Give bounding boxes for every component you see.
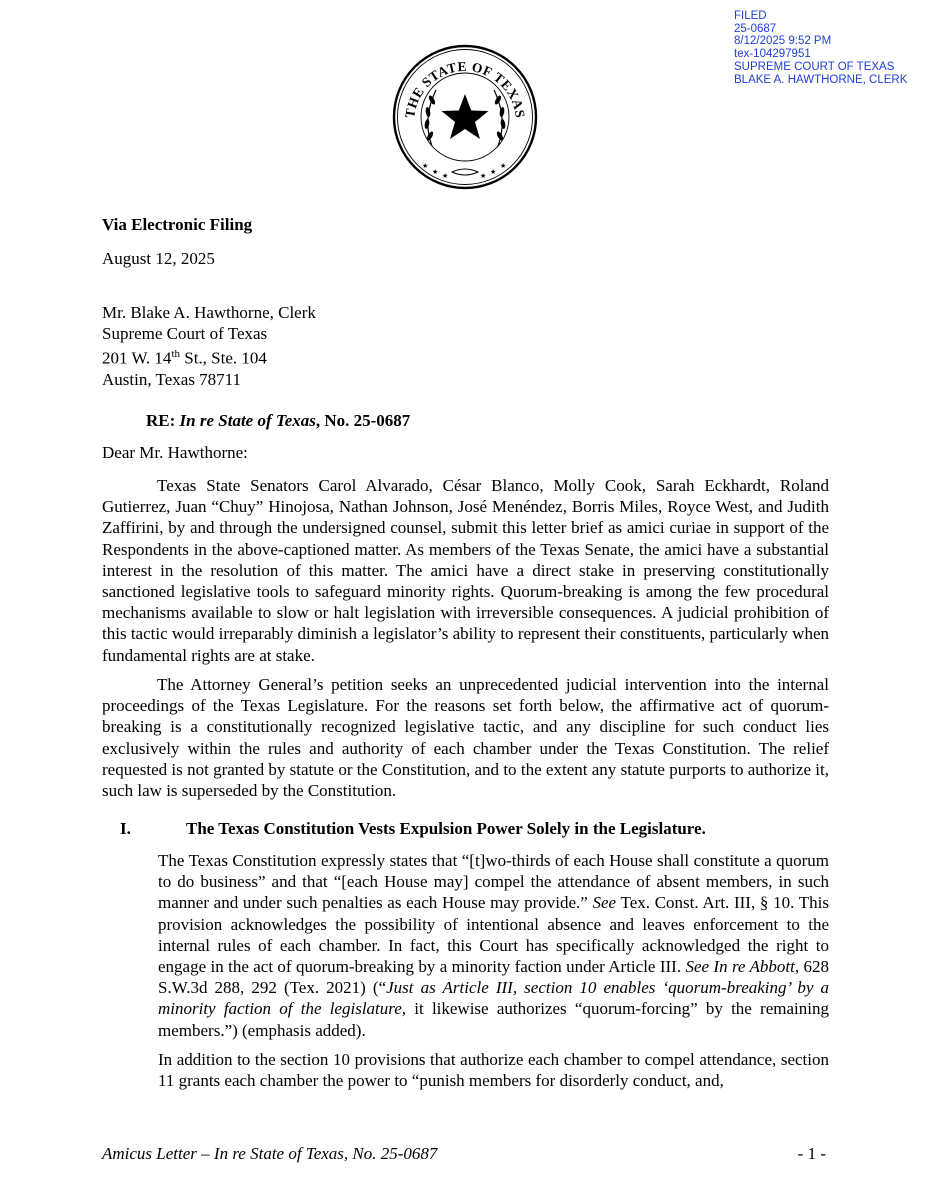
salutation: Dear Mr. Hawthorne: xyxy=(102,443,248,462)
svg-text:THE STATE OF TEXAS: THE STATE OF TEXAS xyxy=(402,58,528,120)
delivery-method: Via Electronic Filing xyxy=(102,215,253,234)
stamp-line: tex-104297951 xyxy=(734,48,811,61)
stamp-line: 8/12/2025 9:52 PM xyxy=(734,35,832,48)
stamp-line: FILED xyxy=(734,10,767,22)
address-line: 201 W. 14th St., Ste. 104 xyxy=(102,348,267,369)
paragraph-constitution: The Texas Constitution expressly states that “[t]wo-thirds of each House shall constitute a quorum to do business” and that “[each House may] compel the attendance of absent members, in such manner and under such penalties as each House may provide.” See Tex. Const. Art. III, § 10. This provision acknowledges the possibility of intentional absence and leaves enforcement to the internal rules of each chamber. In fact, this Court has specifically acknowledged the right to engage in the act of quorum-breaking by a minority faction under Article III. See In re Abbott, 628 S.W.3d 288, 292 (Tex. 2021) (“Just as Article III, section 10 enables ‘quorum-breaking’ by a minority faction of the legislature, it likewise authorizes “quorum-forcing” by the remaining members.”) (emphasis added). xyxy=(158,851,829,1040)
filed-stamp xyxy=(734,10,907,86)
footer-title: Amicus Letter – In re State of Texas, No. 25-0687 xyxy=(102,1144,438,1163)
stamp-line: 25-0687 xyxy=(734,22,777,35)
section-heading: The Texas Constitution Vests Expulsion Power Solely in the Legislature. xyxy=(186,819,706,838)
svg-text:★: ★ xyxy=(432,168,439,176)
svg-text:★: ★ xyxy=(490,168,497,176)
svg-text:★: ★ xyxy=(442,172,449,180)
page-number: - 1 - xyxy=(797,1144,826,1163)
address-line: Mr. Blake A. Hawthorne, Clerk xyxy=(102,303,316,322)
state-seal-icon xyxy=(392,44,538,190)
address-line: Supreme Court of Texas xyxy=(102,324,268,344)
address-line: Austin, Texas 78711 xyxy=(102,370,242,390)
letter-date: August 12, 2025 xyxy=(102,249,215,268)
svg-text:★: ★ xyxy=(480,172,487,180)
svg-text:★: ★ xyxy=(500,162,507,170)
paragraph-intro: Texas State Senators Carol Alvarado, César Blanco, Molly Cook, Sarah Eckhardt, Roland Gutierrez, Juan “Chuy” Hinojosa, Nathan Johnson, José Menéndez, Borris Miles, Royce West, and Judith Zaffirini, by and through the undersigned counsel, submit this letter brief as amici curiae in support of the Respondents in the above-captioned matter. As members of the Texas Senate, the amici have a substantial interest in the resolution of this matter. The amici have a direct stake in preserving constitutionally sanctioned legislative tools to safeguard minority rights. Quorum-breaking is among the few procedural mechanisms available to slow or halt legislation with irreversible consequences. A judicial prohibition of this tactic would irreparably diminish a legislator’s ability to represent their constituents, particularly when fundamental rights are at stake. xyxy=(102,476,829,665)
re-line: RE: In re State of Texas, No. 25-0687 xyxy=(146,411,411,430)
recipient-address xyxy=(102,302,316,390)
section-number: I. xyxy=(120,819,131,838)
paragraph-petition: The Attorney General’s petition seeks an unprecedented judicial intervention into the internal proceedings of the Texas Legislature. For the reasons set forth below, the affirmative act of quorum-breaking is a constitutionally recognized legislative tactic, and any discipline for such conduct lies exclusively within the rules and authority of each chamber under the Texas Constitution. The relief requested is not granted by statute or the Constitution, and to the extent any statute purports to authorize it, such law is superseded by the Constitution. xyxy=(102,675,829,801)
stamp-line: SUPREME COURT OF TEXAS xyxy=(734,60,895,73)
svg-text:★: ★ xyxy=(422,162,429,170)
paragraph-section-11: In addition to the section 10 provisions that authorize each chamber to compel attendance, section 11 grants each chamber the power to “punish members for disorderly conduct, and, xyxy=(158,1050,829,1091)
stamp-line: BLAKE A. HAWTHORNE, CLERK xyxy=(734,73,908,86)
